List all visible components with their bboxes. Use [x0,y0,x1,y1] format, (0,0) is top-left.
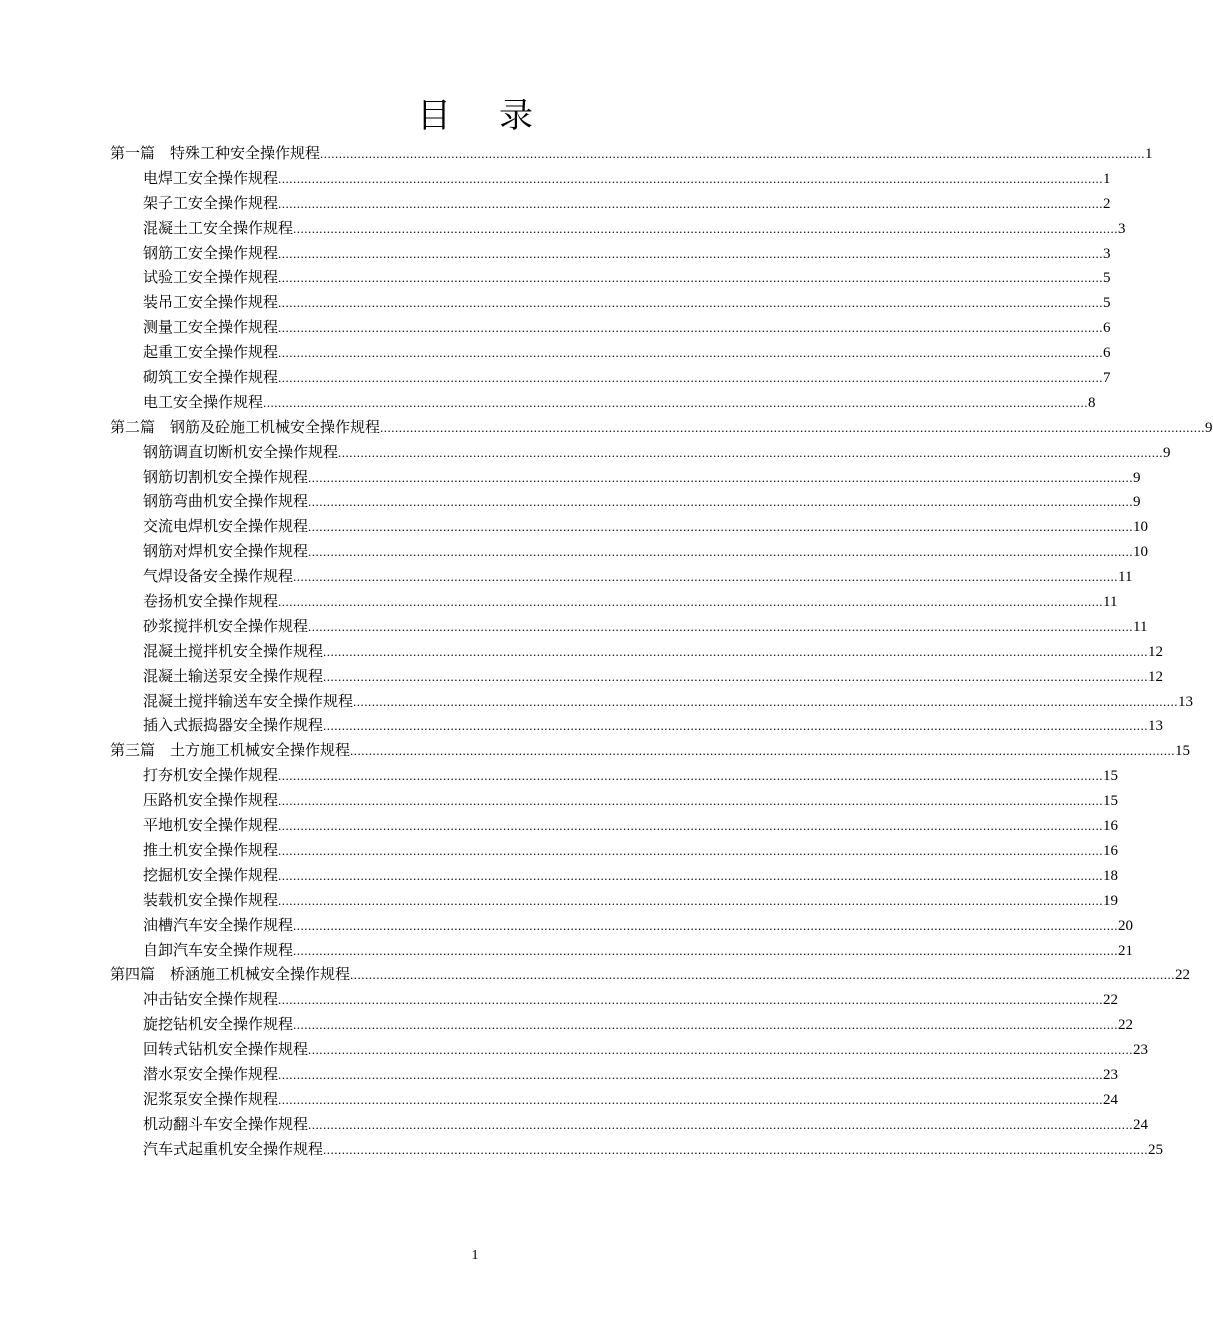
toc-entry-title: 汽车式起重机安全操作规程 [143,1139,324,1158]
toc-entry-page-number: 13 [1178,693,1194,710]
toc-section-entry[interactable] [110,1088,1119,1113]
toc-dot-leader: ............................................................................................................................................................................................................................ [278,594,1104,610]
toc-part-entry[interactable] [110,142,1153,167]
toc-entry-page-number: 1 [1103,170,1111,187]
toc-section-entry[interactable] [110,291,1111,316]
toc-entry-title: 潜水泵安全操作规程 [143,1064,279,1083]
toc-dot-leader: ............................................................................................................................................................................................................................ [293,220,1119,236]
toc-dot-leader: ............................................................................................................................................................................................................................ [323,718,1149,734]
toc-entry-title: 装吊工安全操作规程 [143,293,279,312]
toc-entry-title: 机动翻斗车安全操作规程 [143,1114,309,1133]
toc-section-entry[interactable] [110,914,1134,939]
toc-dot-leader: ............................................................................................................................................................................................................................ [308,519,1134,535]
toc-entry-title: 架子工安全操作规程 [143,193,279,212]
toc-entry-page-number: 15 [1103,793,1119,810]
toc-entry-page-number: 3 [1103,245,1111,262]
toc-dot-leader: ............................................................................................................................................................................................................................ [293,942,1119,958]
toc-entry-title: 起重工安全操作规程 [143,343,279,362]
toc-dot-leader: ............................................................................................................................................................................................................................ [323,1141,1149,1157]
toc-entry-title: 挖掘机安全操作规程 [143,865,279,884]
toc-entry-title: 平地机安全操作规程 [143,816,279,835]
toc-dot-leader: ............................................................................................................................................................................................................................ [350,967,1176,983]
toc-dot-leader: ............................................................................................................................................................................................................................ [263,394,1089,410]
toc-dot-leader: ............................................................................................................................................................................................................................ [380,419,1206,435]
toc-dot-leader: ............................................................................................................................................................................................................................ [308,544,1134,560]
toc-section-entry[interactable] [110,341,1111,366]
toc-entry-page-number: 16 [1103,842,1119,859]
toc-section-entry[interactable] [110,242,1111,267]
toc-entry-page-number: 8 [1088,394,1096,411]
toc-entry-title: 测量工安全操作规程 [143,318,279,337]
toc-entry-title: 第四篇 桥涵施工机械安全操作规程 [110,965,351,984]
toc-entry-title: 钢筋工安全操作规程 [143,243,279,262]
toc-dot-leader: ............................................................................................................................................................................................................................ [278,320,1104,336]
toc-dot-leader: ............................................................................................................................................................................................................................ [353,693,1179,709]
toc-section-entry[interactable] [110,590,1118,615]
toc-entry-title: 钢筋对焊机安全操作规程 [143,542,309,561]
toc-dot-leader: ............................................................................................................................................................................................................................ [320,146,1146,161]
toc-entry-title: 插入式振捣器安全操作规程 [143,716,324,735]
toc-entry-page-number: 9 [1133,494,1141,511]
toc-entry-title: 砌筑工安全操作规程 [143,368,279,387]
toc-section-entry[interactable] [110,665,1164,690]
toc-entry-title: 打夯机安全操作规程 [143,766,279,785]
toc-entry-title: 混凝土搅拌机安全操作规程 [143,641,324,660]
toc-section-entry[interactable] [110,789,1119,814]
toc-dot-leader: ............................................................................................................................................................................................................................ [278,867,1104,883]
toc-part-entry[interactable] [110,416,1213,441]
toc-dot-leader: ............................................................................................................................................................................................................................ [278,345,1104,361]
toc-dot-leader: ............................................................................................................................................................................................................................ [278,892,1104,908]
toc-dot-leader: ............................................................................................................................................................................................................................ [278,270,1104,286]
toc-dot-leader: ............................................................................................................................................................................................................................ [278,768,1104,784]
toc-section-entry[interactable] [110,441,1171,466]
toc-section-entry[interactable] [110,316,1111,341]
toc-entry-title: 混凝土输送泵安全操作规程 [143,666,324,685]
toc-entry-title: 压路机安全操作规程 [143,791,279,810]
toc-entry-title: 油槽汽车安全操作规程 [143,915,294,934]
toc-section-entry[interactable] [110,640,1164,665]
page-number: 1 [471,1248,479,1263]
toc-entry-page-number: 10 [1133,544,1149,561]
toc-dot-leader: ............................................................................................................................................................................................................................ [278,1091,1104,1107]
toc-entry-page-number: 9 [1133,469,1141,486]
toc-entry-page-number: 9 [1163,444,1171,461]
toc-entry-page-number: 13 [1148,718,1164,735]
toc-dot-leader: ............................................................................................................................................................................................................................ [278,370,1104,386]
toc-entry-title: 钢筋切割机安全操作规程 [143,467,309,486]
toc-section-entry[interactable] [110,192,1111,217]
toc-entry-title: 泥浆泵安全操作规程 [143,1089,279,1108]
toc-section-entry[interactable] [110,939,1134,964]
toc-entry-title: 旋挖钻机安全操作规程 [143,1015,294,1034]
toc-entry-title: 第一篇 特殊工种安全操作规程 [110,144,321,162]
toc-section-entry[interactable] [110,540,1149,565]
toc-dot-leader: ............................................................................................................................................................................................................................ [293,917,1119,933]
page-title: 目录 [417,96,581,136]
toc-entry-page-number: 9 [1205,419,1213,436]
toc-dot-leader: ............................................................................................................................................................................................................................ [338,444,1164,460]
toc-entry-title: 钢筋弯曲机安全操作规程 [143,492,309,511]
toc-dot-leader: ............................................................................................................................................................................................................................ [278,195,1104,211]
toc-entry-title: 混凝土搅拌输送车安全操作规程 [143,691,354,710]
toc-entry-title: 气焊设备安全操作规程 [143,567,294,586]
toc-entry-page-number: 3 [1118,220,1126,237]
toc-section-entry[interactable] [110,764,1119,789]
toc-entry-title: 混凝土工安全操作规程 [143,218,294,237]
toc-entry-page-number: 12 [1148,668,1164,685]
toc-dot-leader: ............................................................................................................................................................................................................................ [278,170,1104,186]
toc-entry-page-number: 25 [1148,1141,1164,1158]
toc-section-entry[interactable] [110,1113,1149,1138]
toc-entry-page-number: 19 [1103,892,1119,909]
toc-section-entry[interactable] [110,167,1111,192]
toc-entry-page-number: 11 [1118,569,1133,586]
toc-entry-page-number: 22 [1103,992,1119,1009]
toc-entry-page-number: 24 [1133,1116,1149,1133]
toc-entry-page-number: 16 [1103,818,1119,835]
toc-entry-title: 试验工安全操作规程 [143,268,279,287]
toc-part-entry[interactable] [110,739,1191,764]
toc-section-entry[interactable] [110,490,1141,515]
toc-entry-title: 钢筋调直切断机安全操作规程 [143,442,339,461]
toc-entry-title: 交流电焊机安全操作规程 [143,517,309,536]
toc-entry-title: 自卸汽车安全操作规程 [143,940,294,959]
toc-entry-page-number: 23 [1103,1066,1119,1083]
toc-section-entry[interactable] [110,1038,1149,1063]
toc-entry-page-number: 10 [1133,519,1149,536]
toc-entry-title: 砂浆搅拌机安全操作规程 [143,616,309,635]
toc-entry-page-number: 11 [1103,594,1118,611]
toc-section-entry[interactable] [110,889,1119,914]
toc-entry-page-number: 20 [1118,917,1134,934]
toc-entry-page-number: 12 [1148,643,1164,660]
toc-entry-title: 电工安全操作规程 [143,392,264,411]
toc-entry-title: 推土机安全操作规程 [143,840,279,859]
toc-entry-page-number: 23 [1133,1042,1149,1059]
toc-dot-leader: ............................................................................................................................................................................................................................ [278,793,1104,809]
toc-dot-leader: ............................................................................................................................................................................................................................ [278,992,1104,1008]
toc-entry-title: 第二篇 钢筋及砼施工机械安全操作规程 [110,417,381,436]
toc-entry-page-number: 18 [1103,867,1119,884]
toc-dot-leader: ............................................................................................................................................................................................................................ [308,1116,1134,1132]
toc-section-entry[interactable] [110,266,1111,291]
table-of-contents [110,142,1213,1163]
toc-section-entry[interactable] [110,988,1119,1013]
toc-entry-page-number: 2 [1103,195,1111,212]
toc-entry-page-number: 21 [1118,942,1134,959]
toc-section-entry[interactable] [110,864,1119,889]
toc-dot-leader: ............................................................................................................................................................................................................................ [278,818,1104,834]
toc-entry-page-number: 24 [1103,1091,1119,1108]
toc-section-entry[interactable] [110,690,1194,715]
toc-dot-leader: ............................................................................................................................................................................................................................ [278,295,1104,311]
toc-section-entry[interactable] [110,615,1148,640]
toc-entry-page-number: 22 [1118,1017,1134,1034]
toc-section-entry[interactable] [110,1013,1134,1038]
toc-dot-leader: ............................................................................................................................................................................................................................ [308,469,1134,485]
toc-section-entry[interactable] [110,391,1096,416]
toc-section-entry[interactable] [110,217,1126,242]
toc-entry-page-number: 22 [1175,967,1191,984]
toc-dot-leader: ............................................................................................................................................................................................................................ [308,494,1134,510]
toc-section-entry[interactable] [110,466,1141,491]
toc-entry-page-number: 7 [1103,370,1111,387]
toc-section-entry[interactable] [110,515,1149,540]
toc-entry-page-number: 11 [1133,618,1148,635]
toc-entry-title: 卷扬机安全操作规程 [143,592,279,611]
toc-entry-page-number: 15 [1103,768,1119,785]
toc-dot-leader: ............................................................................................................................................................................................................................ [308,618,1134,634]
toc-entry-title: 电焊工安全操作规程 [143,168,279,187]
toc-entry-page-number: 5 [1103,270,1111,287]
toc-entry-page-number: 6 [1103,320,1111,337]
toc-part-entry[interactable] [110,963,1191,988]
toc-entry-page-number: 6 [1103,345,1111,362]
toc-dot-leader: ............................................................................................................................................................................................................................ [293,1017,1119,1033]
toc-entry-page-number: 15 [1175,743,1191,760]
toc-dot-leader: ............................................................................................................................................................................................................................ [293,569,1119,585]
toc-section-entry[interactable] [110,1138,1164,1163]
toc-entry-title: 回转式钻机安全操作规程 [143,1040,309,1059]
toc-entry-page-number: 5 [1103,295,1111,312]
toc-dot-leader: ............................................................................................................................................................................................................................ [278,1066,1104,1082]
toc-section-entry[interactable] [110,366,1111,391]
toc-entry-title: 第三篇 土方施工机械安全操作规程 [110,741,351,760]
toc-entry-page-number: 1 [1145,146,1153,162]
toc-section-entry[interactable] [110,814,1119,839]
toc-section-entry[interactable] [110,1063,1119,1088]
toc-dot-leader: ............................................................................................................................................................................................................................ [323,643,1149,659]
toc-section-entry[interactable] [110,714,1164,739]
toc-dot-leader: ............................................................................................................................................................................................................................ [323,668,1149,684]
toc-dot-leader: ............................................................................................................................................................................................................................ [308,1042,1134,1058]
toc-dot-leader: ............................................................................................................................................................................................................................ [278,842,1104,858]
toc-section-entry[interactable] [110,839,1119,864]
toc-section-entry[interactable] [110,565,1133,590]
toc-entry-title: 装载机安全操作规程 [143,890,279,909]
toc-entry-title: 冲击钻安全操作规程 [143,990,279,1009]
toc-dot-leader: ............................................................................................................................................................................................................................ [278,245,1104,261]
toc-dot-leader: ............................................................................................................................................................................................................................ [350,743,1176,759]
